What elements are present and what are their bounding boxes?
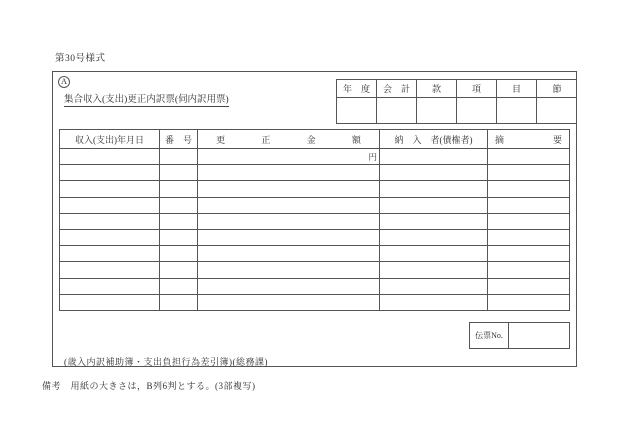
payer-cell	[380, 262, 488, 277]
payer-cell	[380, 279, 488, 294]
slip-number-box	[469, 322, 570, 349]
header-amount-char: 額	[351, 134, 361, 145]
ledger-reference-note: (歳入内訳補助簿・支出負担行為差引簿)(総務課)	[64, 357, 268, 367]
header-remarks-left: 摘	[495, 134, 505, 145]
number-cell	[160, 149, 198, 164]
number-cell	[160, 230, 198, 245]
payer-cell	[380, 214, 488, 229]
paper-size-remark: 備考 用紙の大きさは，B列6判とする。(3部複写)	[42, 381, 256, 391]
table-row	[60, 164, 569, 180]
sheet-copy-mark-letter: A	[61, 77, 67, 86]
date-cell	[60, 295, 160, 310]
budget-classification-table	[336, 79, 577, 124]
remarks-cell	[488, 214, 569, 229]
date-cell	[60, 230, 160, 245]
number-cell	[160, 295, 198, 310]
amount-cell	[198, 262, 380, 277]
amount-cell	[198, 165, 380, 180]
remarks-cell	[488, 230, 569, 245]
remarks-cell	[488, 262, 569, 277]
correction-detail-table	[59, 129, 570, 311]
budget-header-fiscal-year: 年 度	[337, 80, 377, 97]
form-frame	[52, 71, 577, 367]
amount-cell	[198, 246, 380, 261]
header-correction-amount	[198, 130, 380, 148]
budget-value-item	[457, 98, 497, 123]
remarks-cell	[488, 198, 569, 213]
budget-header-node: 節	[552, 84, 562, 94]
budget-header-subitem: 目	[497, 80, 537, 97]
date-cell	[60, 246, 160, 261]
table-row	[60, 213, 569, 229]
budget-header-account: 会 計	[377, 80, 417, 97]
remarks-cell	[488, 295, 569, 310]
date-cell	[60, 181, 160, 196]
number-cell	[160, 246, 198, 261]
date-cell	[60, 165, 160, 180]
payer-cell	[380, 230, 488, 245]
header-amount-char: 金	[306, 134, 316, 145]
number-cell	[160, 279, 198, 294]
remarks-cell	[488, 246, 569, 261]
amount-cell	[198, 230, 380, 245]
table-row	[60, 245, 569, 261]
budget-value-fiscal-year	[337, 98, 377, 123]
amount-cell	[198, 149, 380, 164]
header-remarks-right: 要	[552, 134, 562, 145]
payer-cell	[380, 165, 488, 180]
remarks-cell	[488, 279, 569, 294]
remarks-cell	[488, 165, 569, 180]
header-payer: 納 入 者(債権者)	[380, 130, 488, 148]
header-remarks	[488, 130, 569, 148]
sheet-copy-mark	[58, 76, 70, 88]
date-cell	[60, 149, 160, 164]
remarks-cell	[488, 149, 569, 164]
budget-header-section: 款	[417, 80, 457, 97]
amount-digit-cell	[359, 151, 379, 163]
number-cell	[160, 165, 198, 180]
amount-cell	[198, 198, 380, 213]
form-number-label: 第30号様式	[55, 54, 106, 64]
budget-header-row	[337, 80, 576, 98]
budget-value-account	[377, 98, 417, 123]
number-cell	[160, 181, 198, 196]
number-cell	[160, 262, 198, 277]
date-cell	[60, 262, 160, 277]
amount-cell	[198, 214, 380, 229]
header-amount-char: 正	[261, 134, 271, 145]
table-row	[60, 180, 569, 196]
header-amount-char: 更	[216, 134, 226, 145]
payer-cell	[380, 181, 488, 196]
payer-cell	[380, 198, 488, 213]
number-cell	[160, 214, 198, 229]
budget-value-row	[337, 98, 576, 123]
amount-cell	[198, 279, 380, 294]
slip-number-value	[509, 323, 569, 348]
budget-value-node	[537, 98, 577, 123]
number-cell	[160, 198, 198, 213]
amount-cell	[198, 181, 380, 196]
header-number: 番 号	[160, 130, 198, 148]
payer-cell	[380, 295, 488, 310]
yen-unit-label: 円	[368, 151, 377, 162]
table-row	[60, 229, 569, 245]
payer-cell	[380, 149, 488, 164]
table-row	[60, 278, 569, 294]
form-title: 集合収入(支出)更正内訳票(伺内訳用票)	[64, 91, 229, 107]
slip-number-label: 伝票No.	[470, 323, 509, 348]
budget-value-section	[417, 98, 457, 123]
table-header-row	[60, 130, 569, 148]
budget-value-subitem	[497, 98, 537, 123]
header-date: 収入(支出)年月日	[60, 130, 160, 148]
table-row	[60, 294, 569, 310]
budget-header-item: 項	[457, 80, 497, 97]
date-cell	[60, 214, 160, 229]
table-row	[60, 148, 569, 164]
date-cell	[60, 279, 160, 294]
payer-cell	[380, 246, 488, 261]
table-row	[60, 261, 569, 277]
date-cell	[60, 198, 160, 213]
table-row	[60, 197, 569, 213]
remarks-cell	[488, 181, 569, 196]
amount-cell	[198, 295, 380, 310]
